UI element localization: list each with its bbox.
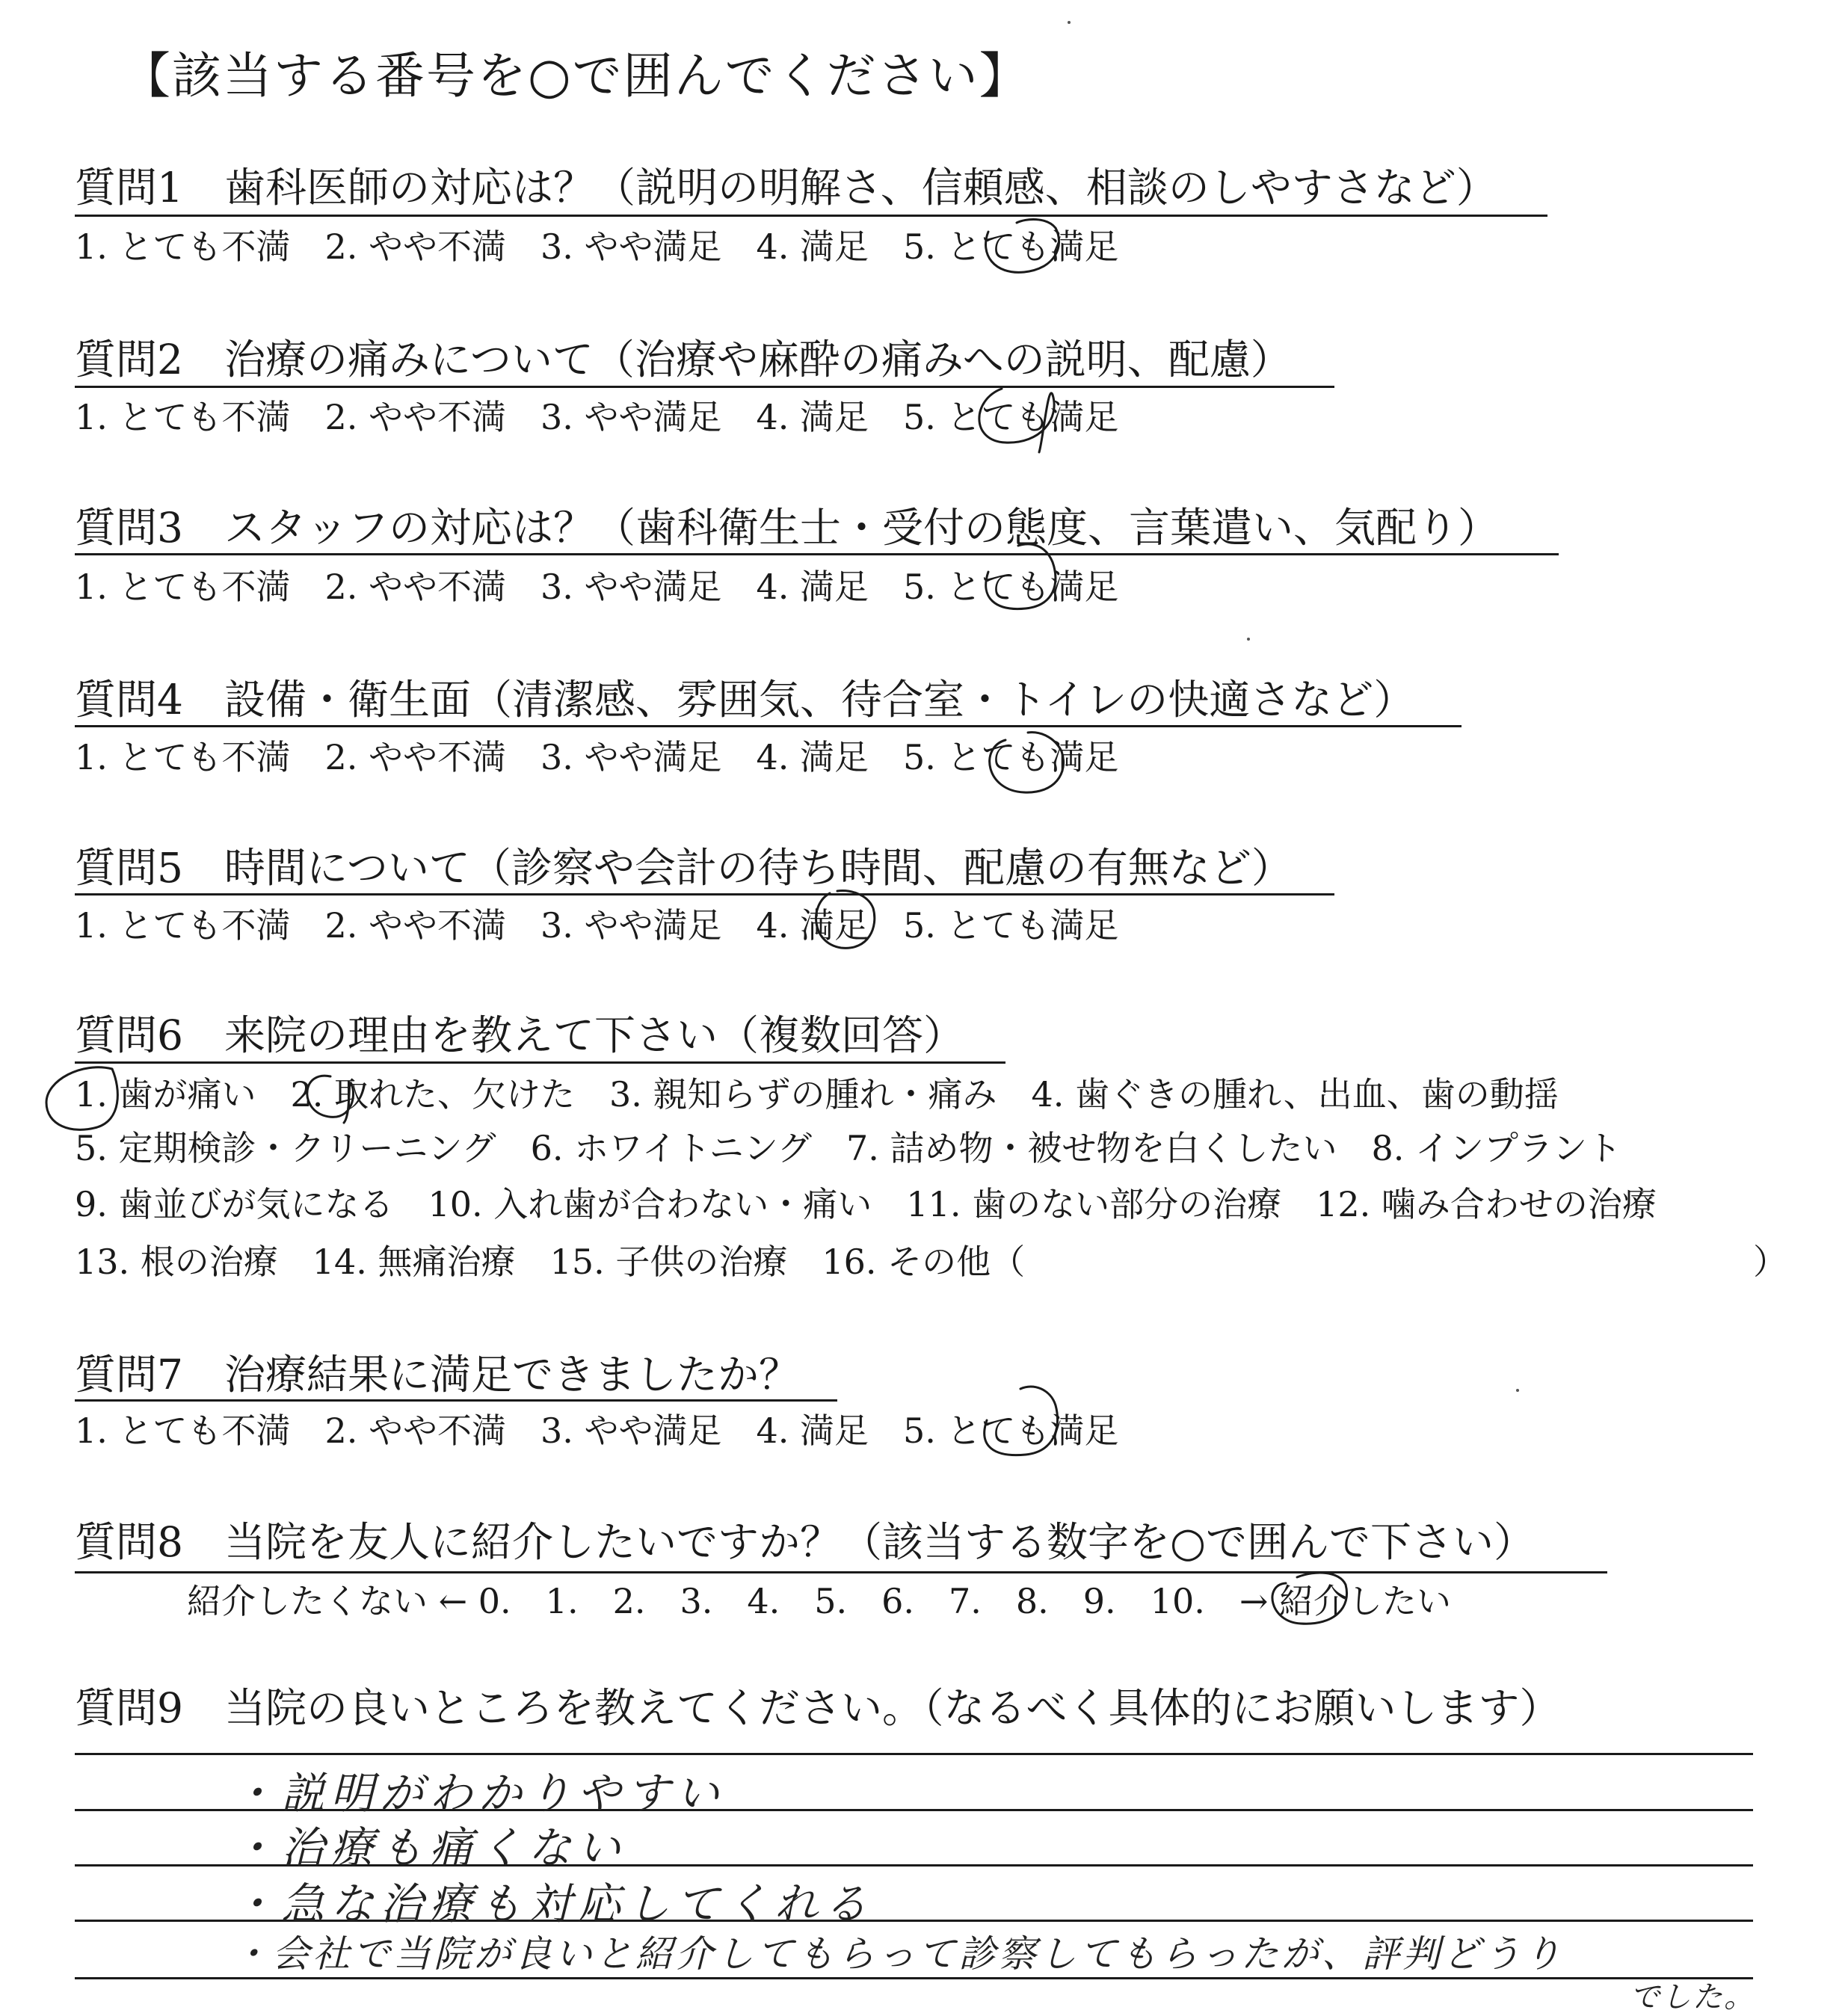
q7-selection-circle [985,1387,1058,1455]
q8-selection-circle [1272,1573,1347,1624]
question-7-title: 質問7 治療結果に満足できましたか？ [75,1351,800,1399]
handwritten-answer-3: ・急な治療も対応してくれる [232,1878,874,1929]
question-1-options: 1. とても不満 2. やや不満 3. やや満足 4. 満足 5. とても満足 [75,226,1119,267]
question-5-options: 1. とても不満 2. やや不満 3. やや満足 4. 満足 5. とても満足 [75,905,1119,946]
question-7-options: 1. とても不満 2. やや不満 3. やや満足 4. 満足 5. とても満足 [75,1411,1119,1451]
handwritten-answer-5: でした。 [1630,1980,1755,2015]
page-heading: 【該当する番号を○で囲んでください】 [121,47,1030,105]
question-6-other-close: ） [1753,1242,1787,1282]
question-6-line-3: 9. 歯並びが気になる 10. 入れ歯が合わない・痛い 11. 歯のない部分の治療 12. 噛み合わせの治療 [75,1184,1657,1224]
handwritten-answer-4: ・会社で当院が良いと紹介してもらって診察してもらったが、評判どうり [232,1932,1564,1976]
q2-selection-circle [979,389,1054,452]
question-5-title: 質問5 時間について（診察や会計の待ち時間、配慮の有無など） [75,844,1293,892]
question-3-title: 質問3 スタッフの対応は？（歯科衛生士・受付の態度、言葉遣い、気配り） [75,504,1499,552]
question-4-options: 1. とても不満 2. やや不満 3. やや満足 4. 満足 5. とても満足 [75,737,1119,777]
question-9-title: 質問9 当院の良いところを教えてください。（なるべく具体的にお願いします） [75,1684,1561,1732]
q6-selection-circle-1 [46,1067,117,1130]
question-1-title: 質問1 歯科医師の対応は？（説明の明解さ、信頼感、相談のしやすさなど） [75,164,1497,212]
q1-selection-circle [986,220,1059,273]
question-6-line-4: 13. 根の治療 14. 無痛治療 15. 子供の治療 16. その他（ [75,1242,1026,1282]
handwritten-answer-1: ・説明がわかりやすい [232,1768,726,1819]
question-6-title: 質問6 来院の理由を教えて下さい（複数回答） [75,1011,964,1059]
question-8-title: 質問8 当院を友人に紹介したいですか？（該当する数字を○で囲んで下さい） [75,1518,1535,1566]
q5-selection-circle [816,891,875,949]
question-8-scale: 紹介したくない ← 0. 1. 2. 3. 4. 5. 6. 7. 8. 9. 10. → 紹介したい [187,1581,1451,1621]
question-3-options: 1. とても不満 2. やや不満 3. やや満足 4. 満足 5. とても満足 [75,567,1119,607]
question-4-title: 質問4 設備・衛生面（清潔感、雰囲気、待合室・トイレの快適さなど） [75,676,1415,724]
question-6-line-2: 5. 定期検診・クリーニング 6. ホワイトニング 7. 詰め物・被せ物を白くしたい 8. インプラント [75,1128,1621,1168]
question-2-options: 1. とても不満 2. やや不満 3. やや満足 4. 満足 5. とても満足 [75,397,1119,437]
q3-selection-circle [986,544,1056,609]
q4-selection-circle [990,733,1064,792]
handwritten-answer-2: ・治療も痛くない [232,1822,627,1873]
question-6-line-1: 1. 歯が痛い 2. 取れた、欠けた 3. 親知らずの腫れ・痛み 4. 歯ぐきの腫れ、出血、歯の動揺 [75,1074,1559,1115]
question-2-title: 質問2 治療の痛みについて（治療や麻酔の痛みへの説明、配慮） [75,336,1292,383]
q6-selection-circle-2 [307,1076,354,1123]
